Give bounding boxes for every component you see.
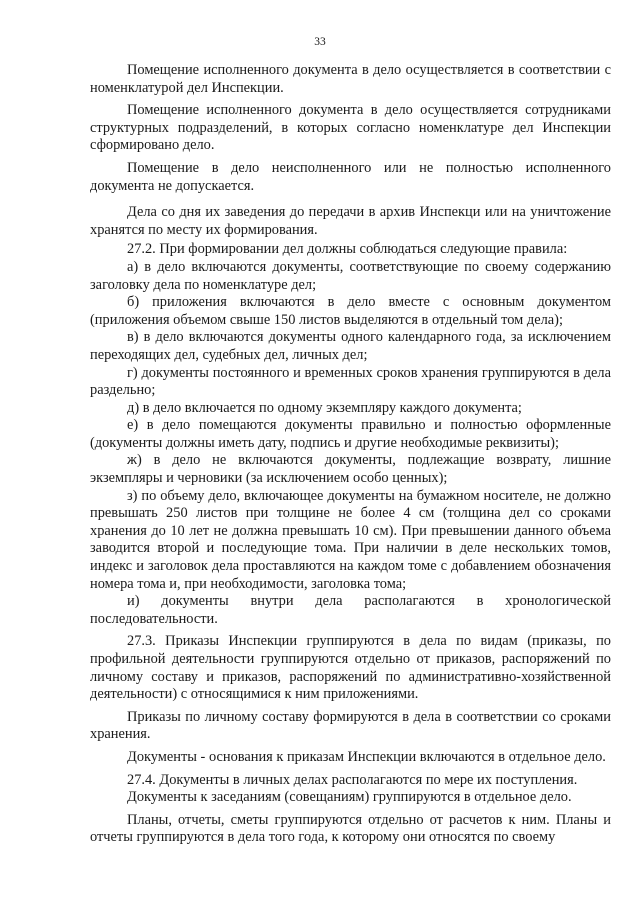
paragraph-5: 27.2. При формировании дел должны соблюдаться следующие правила: <box>127 241 568 258</box>
rule-e: е) в дело помещаются документы правильно и полностью оформленные (документы должны иметь дату, подпись и другие необходимые реквизиты); <box>90 417 611 451</box>
rule-d: д) в дело включается по одному экземпляру каждого документа; <box>127 399 522 416</box>
paragraph-27-4: 27.4. Документы в личных делах располагаются по мере их поступления. <box>127 771 578 788</box>
rule-a: а) в дело включаются документы, соответствующие по своему содержанию заголовку дела по номенклатуре дел; <box>90 258 611 293</box>
paragraph-2: Помещение исполненного документа в дело осуществляется сотрудниками структурных подразделений, в которых согласно номенклатуре дел Инспекции сформировано дело. <box>90 102 611 154</box>
paragraph-personnel-orders: Приказы по личному составу формируются в дела в соответствии со сроками хранения. <box>90 708 611 743</box>
paragraph-order-basis: Документы - основания к приказам Инспекции включаются в отдельное дело. <box>127 748 606 765</box>
rule-g: г) документы постоянного и временных сроков хранения группируются в дела раздельно; <box>90 364 611 399</box>
rule-b: б) приложения включаются в дело вместе с основным документом (приложения объемом свыше 150 листов выделяются в отдельный том дела); <box>90 294 611 328</box>
paragraph-meetings: Документы к заседаниям (совещаниям) группируются в отдельное дело. <box>127 789 572 806</box>
document-body <box>90 62 611 847</box>
paragraph-4: Дела со дня их заведения до передачи в архив Инспекци или на уничтожение хранятся по месту их формирования. <box>90 204 611 238</box>
paragraph-plans: Планы, отчеты, сметы группируются отдельно от расчетов к ним. Планы и отчеты группируются в дела того года, к которому они относятся по своему <box>90 811 611 846</box>
rule-z: з) по объему дело, включающее документы на бумажном носителе, не должно превышать 250 листов при толщине не более 4 см (толщина дел со сроками хранения до 10 лет не должна превышать 10 см). При превышении данного объема заводится второй и последующие тома. При наличии в деле нескольких томов, индекс и заголовок дела проставляются на каждом томе с добавлением обозначения номера тома и, при необходимости, заголовка тома; <box>90 487 611 592</box>
paragraph-1: Помещение исполненного документа в дело осуществляется в соответствии с номенклатурой дел Инспекции. <box>90 62 611 96</box>
page-number: 33 <box>314 36 326 48</box>
paragraph-3: Помещение в дело неисполненного или не полностью исполненного документа не допускается. <box>90 159 611 194</box>
paragraph-27-3: 27.3. Приказы Инспекции группируются в дела по видам (приказы, по профильной деятельности группируются отдельно от приказов, распоряжений по личному составу и приказов, распоряжений по административно-хозяйственной деятельности) с относящимися к ним приложениями. <box>90 633 611 703</box>
rule-zh: ж) в дело не включаются документы, подлежащие возврату, лишние экземпляры и черновики (за исключением особо ценных); <box>90 452 611 487</box>
rule-v: в) в дело включаются документы одного календарного года, за исключением переходящих дел, судебных дел, личных дел; <box>90 329 611 363</box>
rule-i: и) документы внутри дела располагаются в хронологической последовательности. <box>90 593 611 627</box>
